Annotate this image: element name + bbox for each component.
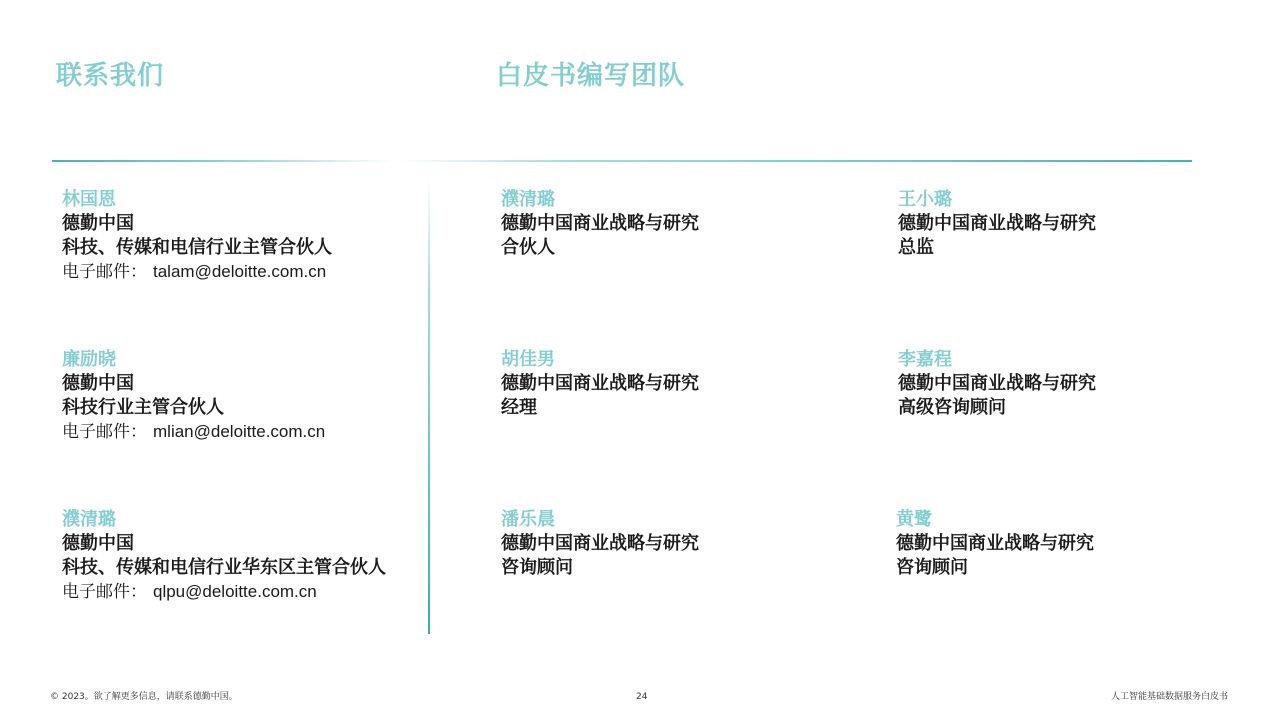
member-name: 李嘉程: [898, 349, 952, 370]
member-org: 德勤中国商业战略与研究: [501, 533, 699, 554]
contact-org: 德勤中国: [62, 373, 134, 394]
member-name: 潘乐晨: [501, 509, 555, 530]
member-role: 经理: [501, 397, 537, 418]
contact-card: [62, 508, 442, 604]
email-label: 电子邮件：: [62, 422, 147, 442]
contact-name: 濮清璐: [62, 509, 116, 530]
contact-us-heading: 联系我们: [56, 61, 165, 91]
member-org: 德勤中国商业战略与研究: [501, 373, 699, 394]
team-member-card: [898, 348, 1278, 420]
member-role: 咨询顾问: [896, 557, 968, 578]
contact-title: 科技、传媒和电信行业华东区主管合伙人: [62, 557, 386, 578]
member-role: 高级咨询顾问: [898, 397, 1006, 418]
contact-name: 林国恩: [62, 189, 116, 210]
member-name: 濮清璐: [501, 189, 555, 210]
contact-name: 廉励晓: [62, 349, 116, 370]
team-member-card: [896, 508, 1276, 580]
contact-title: 科技、传媒和电信行业主管合伙人: [62, 237, 332, 258]
divider-left: [52, 160, 392, 162]
email-link[interactable]: mlian@deloitte.com.cn: [153, 422, 326, 441]
team-member-card: [501, 188, 881, 260]
contact-email-row: [62, 420, 442, 444]
footer-copyright: © 2023。欲了解更多信息，请联系德勤中国。: [50, 692, 238, 702]
team-member-card: [898, 188, 1278, 260]
member-org: 德勤中国商业战略与研究: [898, 213, 1096, 234]
member-name: 胡佳男: [501, 349, 555, 370]
member-role: 总监: [898, 237, 934, 258]
member-role: 合伙人: [501, 237, 555, 258]
email-label: 电子邮件：: [62, 262, 147, 282]
member-name: 黄鹭: [896, 509, 932, 530]
email-link[interactable]: qlpu@deloitte.com.cn: [153, 582, 317, 601]
contact-org: 德勤中国: [62, 213, 134, 234]
footer-doc-title: 人工智能基础数据服务白皮书: [1110, 692, 1228, 702]
email-label: 电子邮件：: [62, 582, 147, 602]
contact-title: 科技行业主管合伙人: [62, 397, 224, 418]
writing-team-heading: 白皮书编写团队: [496, 61, 686, 91]
member-name: 王小璐: [898, 189, 952, 210]
page-number: 24: [636, 692, 648, 702]
email-link[interactable]: talam@deloitte.com.cn: [153, 262, 327, 281]
contact-email-row: [62, 260, 442, 284]
contact-email-row: [62, 580, 442, 604]
member-role: 咨询顾问: [501, 557, 573, 578]
team-member-card: [501, 348, 881, 420]
member-org: 德勤中国商业战略与研究: [896, 533, 1094, 554]
member-org: 德勤中国商业战略与研究: [898, 373, 1096, 394]
team-member-card: [501, 508, 881, 580]
contact-org: 德勤中国: [62, 533, 134, 554]
member-org: 德勤中国商业战略与研究: [501, 213, 699, 234]
divider-right: [400, 160, 1192, 162]
contact-card: [62, 188, 442, 284]
contact-card: [62, 348, 442, 444]
